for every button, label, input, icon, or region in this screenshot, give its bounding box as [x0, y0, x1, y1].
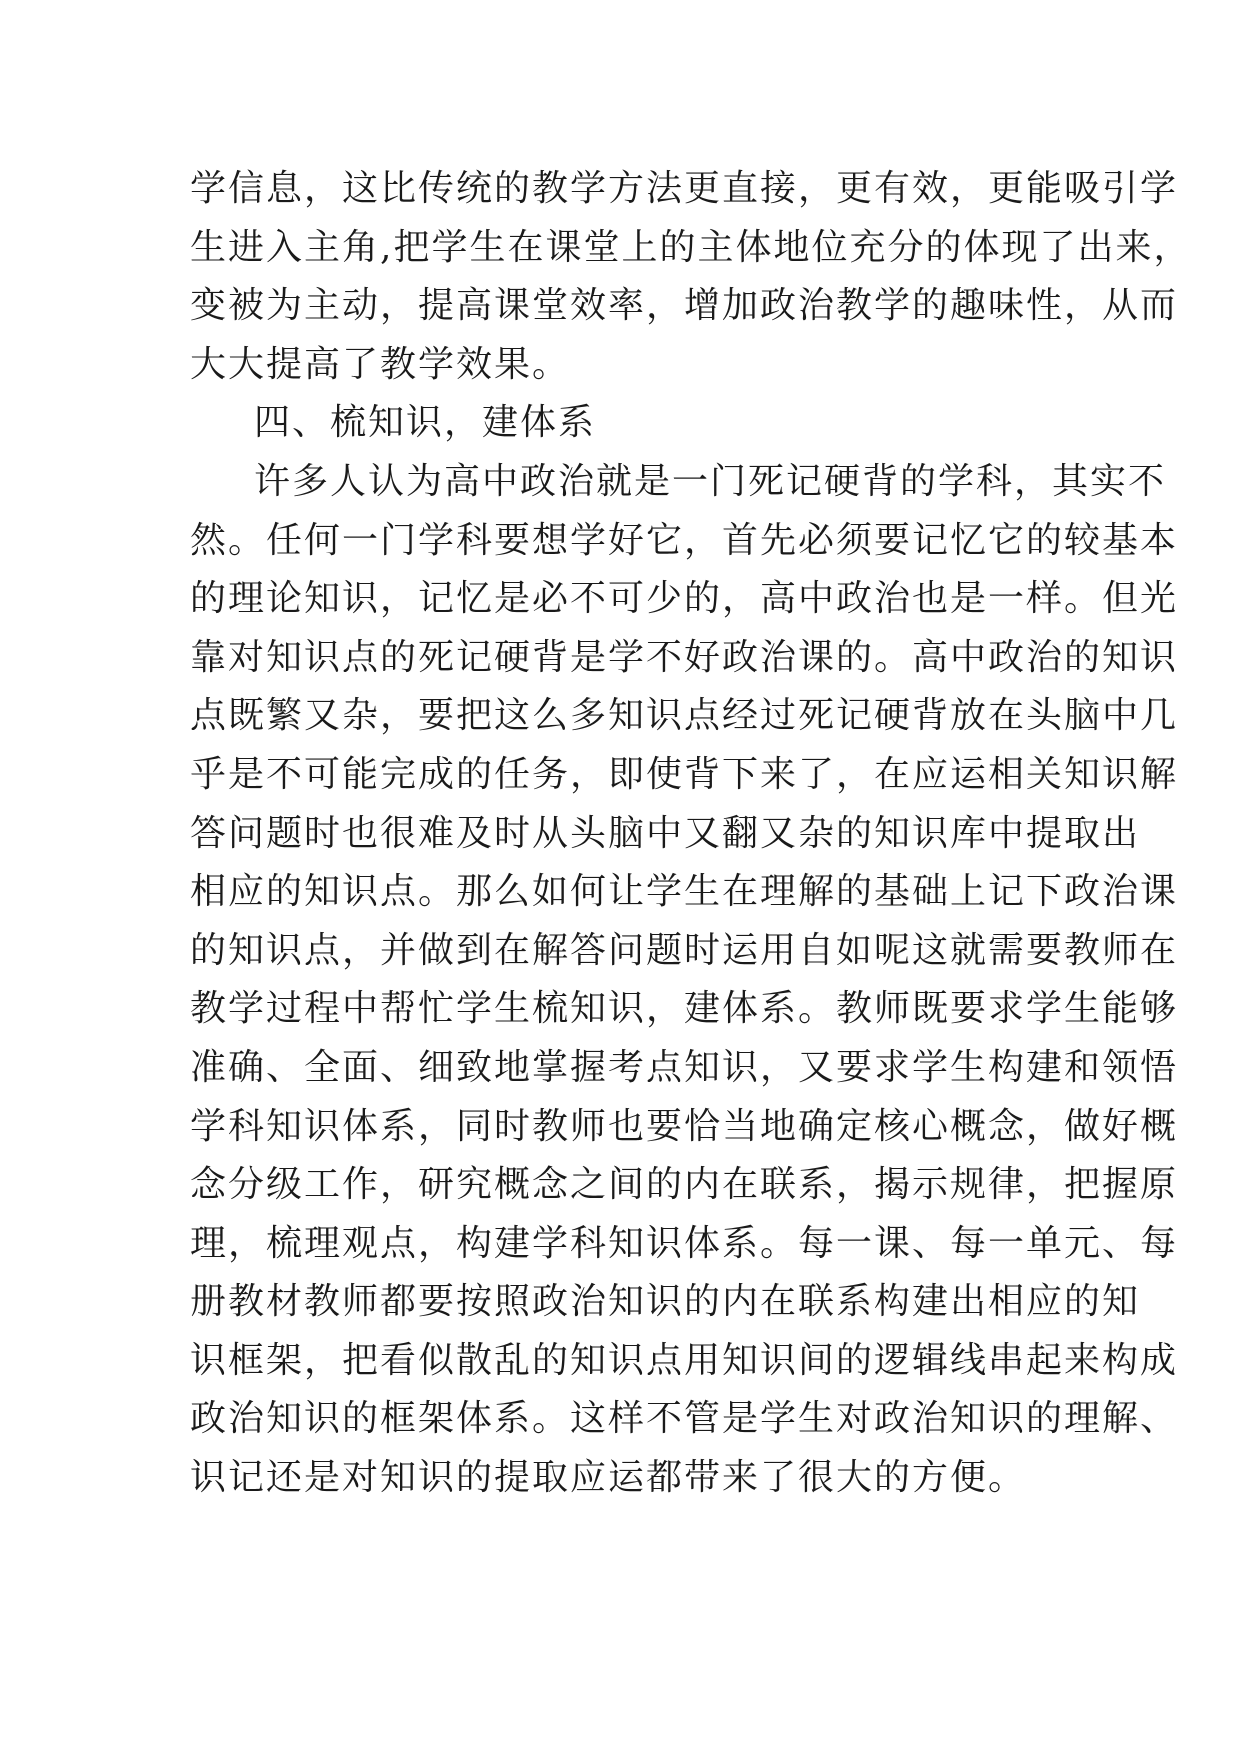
- text-line: 生进入主角,把学生在课堂上的主体地位充分的体现了出来，: [190, 226, 1192, 268]
- text-line: 许多人认为高中政治就是一门死记硬背的学科，其实不: [254, 460, 1167, 502]
- paragraph: [190, 453, 1179, 1508]
- paragraph-continued: [190, 160, 1192, 394]
- text-line: 变被为主动，提高课堂效率，增加政治教学的趣味性，从而: [190, 285, 1179, 327]
- document-body: [190, 160, 1192, 1508]
- text-line: 点既繁又杂，要把这么多知识点经过死记硬背放在头脑中几: [190, 695, 1179, 737]
- text-line: 识框架，把看似散乱的知识点用知识间的逻辑线串起来构成: [190, 1339, 1179, 1381]
- text-line: 靠对知识点的死记硬背是学不好政治课的。高中政治的知识: [190, 636, 1179, 678]
- text-line: 然。任何一门学科要想学好它，首先必须要记忆它的较基本: [190, 519, 1179, 561]
- text-line: 答问题时也很难及时从头脑中又翻又杂的知识库中提取出: [190, 812, 1141, 854]
- text-line: 识记还是对知识的提取应运都带来了很大的方便。: [190, 1457, 1027, 1499]
- text-line: 学信息，这比传统的教学方法更直接，更有效，更能吸引学: [190, 168, 1179, 209]
- text-line: 册教材教师都要按照政治知识的内在联系构建出相应的知: [190, 1281, 1141, 1323]
- text-line: 相应的知识点。那么如何让学生在理解的基础上记下政治课: [190, 871, 1179, 913]
- section-heading: 四、梳知识，建体系: [254, 402, 597, 444]
- text-line: 念分级工作，研究概念之间的内在联系，揭示规律，把握原: [190, 1164, 1179, 1206]
- text-line: 大大提高了教学效果。: [190, 343, 571, 385]
- text-line: 理，梳理观点，构建学科知识体系。每一课、每一单元、每: [190, 1222, 1179, 1264]
- text-line: 政治知识的框架体系。这样不管是学生对政治知识的理解、: [190, 1398, 1179, 1440]
- text-line: 的知识点，并做到在解答问题时运用自如呢这就需要教师在: [190, 929, 1179, 971]
- text-line: 准确、全面、细致地掌握考点知识，又要求学生构建和领悟: [190, 1046, 1179, 1088]
- text-line: 学科知识体系，同时教师也要恰当地确定核心概念，做好概: [190, 1105, 1179, 1147]
- text-line: 教学过程中帮忙学生梳知识，建体系。教师既要求学生能够: [190, 988, 1179, 1030]
- text-line: 乎是不可能完成的任务，即使背下来了，在应运相关知识解: [190, 753, 1179, 795]
- text-line: 的理论知识，记忆是必不可少的，高中政治也是一样。但光: [190, 578, 1179, 620]
